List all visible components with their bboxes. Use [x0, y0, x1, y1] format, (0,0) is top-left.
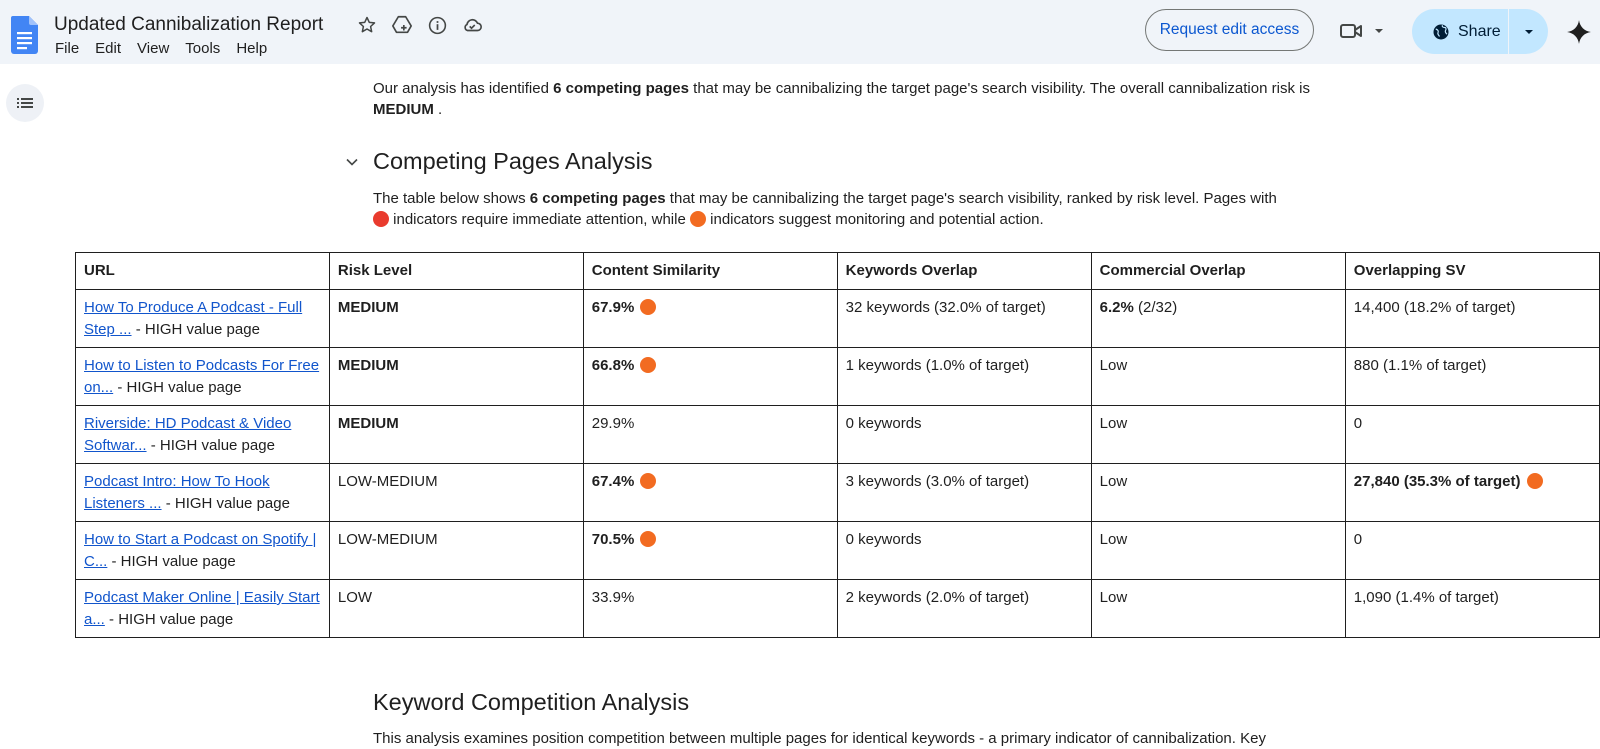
commercial-cell: Low [1091, 580, 1345, 638]
sv-cell [1345, 464, 1599, 522]
sv-value: 27,840 (35.3% of target) [1353, 473, 1521, 490]
page-link[interactable]: How to Start a Podcast on Spotify | C... [84, 531, 317, 570]
risk-cell: MEDIUM [329, 290, 583, 348]
keyword-competition-heading: Keyword Competition Analysis [373, 689, 690, 715]
orange-indicator-icon [640, 299, 656, 315]
keywords-cell: 3 keywords (3.0% of target) [837, 464, 1091, 522]
similarity-cell: 29.9% [583, 406, 837, 464]
move-to-drive-icon[interactable] [391, 14, 413, 36]
header-keywords-overlap: Keywords Overlap [837, 253, 1091, 290]
paragraph-text: The table below shows [373, 190, 530, 207]
commercial-percent: 6.2% [1099, 299, 1134, 316]
menu-view[interactable]: View [137, 40, 170, 57]
page-link[interactable]: Riverside: HD Podcast & Video Softwar... [84, 415, 292, 454]
document-title[interactable]: Updated Cannibalization Report [54, 14, 324, 35]
risk-cell: LOW [329, 580, 583, 638]
similarity-value: 67.4% [591, 473, 635, 490]
intro-text: . [433, 101, 443, 118]
keywords-cell: 32 keywords (32.0% of target) [837, 290, 1091, 348]
menu-help[interactable]: Help [236, 40, 268, 57]
similarity-value: 67.9% [591, 299, 635, 316]
commercial-value: (2/32) [1133, 299, 1178, 316]
meet-button[interactable] [1340, 18, 1390, 44]
url-cell [76, 348, 330, 406]
top-bar [0, 0, 1600, 64]
keywords-cell: 0 keywords [837, 522, 1091, 580]
competing-pages-heading: Competing Pages Analysis [373, 148, 653, 174]
orange-indicator-icon [640, 531, 656, 547]
red-indicator-icon [373, 211, 389, 227]
url-cell [76, 580, 330, 638]
sv-cell: 880 (1.1% of target) [1345, 348, 1599, 406]
value-label: - HIGH value page [131, 320, 260, 338]
menu-edit[interactable]: Edit [95, 40, 122, 57]
orange-indicator-icon [640, 473, 656, 489]
similarity-cell [583, 522, 837, 580]
page-link[interactable]: Podcast Intro: How To Hook Listeners ... [84, 473, 270, 512]
header-url: URL [76, 253, 330, 290]
sv-cell: 1,090 (1.4% of target) [1345, 580, 1599, 638]
header-risk-level: Risk Level [329, 253, 583, 290]
collapse-section-chevron-icon[interactable] [345, 155, 359, 169]
table-row [76, 580, 1600, 638]
header-overlapping-sv: Overlapping SV [1345, 253, 1599, 290]
sv-cell: 14,400 (18.2% of target) [1345, 290, 1599, 348]
value-label: - HIGH value page [146, 436, 275, 454]
commercial-cell: Low [1091, 348, 1345, 406]
risk-cell: MEDIUM [329, 406, 583, 464]
risk-cell: MEDIUM [329, 348, 583, 406]
table-row [76, 348, 1600, 406]
gemini-sparkle-icon[interactable] [1566, 19, 1592, 45]
commercial-cell: Low [1091, 522, 1345, 580]
value-label: - HIGH value page [104, 610, 234, 628]
menu-tools[interactable]: Tools [185, 40, 221, 57]
keywords-cell: 2 keywords (2.0% of target) [837, 580, 1091, 638]
chevron-down-icon [1522, 25, 1536, 39]
request-edit-access-button[interactable]: Request edit access [1145, 9, 1314, 51]
menu-file[interactable]: File [55, 40, 80, 57]
value-label: - HIGH value page [107, 552, 236, 570]
similarity-cell: 33.9% [583, 580, 837, 638]
keywords-cell: 1 keywords (1.0% of target) [837, 348, 1091, 406]
overall-risk: MEDIUM [373, 101, 434, 118]
share-dropdown-button[interactable] [1509, 9, 1548, 54]
commercial-cell: Low [1091, 464, 1345, 522]
share-button-group [1412, 9, 1548, 54]
commercial-cell [1091, 290, 1345, 348]
orange-indicator-icon [690, 211, 706, 227]
chevron-down-icon [1372, 24, 1386, 38]
similarity-cell [583, 290, 837, 348]
header-commercial-overlap: Commercial Overlap [1091, 253, 1345, 290]
cloud-saved-icon[interactable] [461, 14, 483, 36]
paragraph-text: indicators require immediate attention, while [389, 211, 690, 228]
commercial-cell: Low [1091, 406, 1345, 464]
orange-indicator-icon [640, 357, 656, 373]
table-row [76, 522, 1600, 580]
keyword-competition-paragraph: This analysis examines position competition between multiple pages for identical keywords - a primary indicator of cannibalization. Key [373, 730, 1266, 747]
video-camera-icon [1340, 21, 1364, 41]
google-docs-logo-icon[interactable] [11, 16, 38, 54]
url-cell [76, 522, 330, 580]
sv-cell: 0 [1345, 406, 1599, 464]
sv-cell: 0 [1345, 522, 1599, 580]
list-icon [17, 96, 33, 110]
intro-paragraph [373, 78, 1353, 120]
paragraph-count: 6 competing pages [529, 190, 666, 207]
document-outline-button[interactable] [6, 84, 44, 122]
url-cell [76, 290, 330, 348]
page-link[interactable]: Podcast Maker Online | Easily Start a... [84, 589, 320, 628]
value-label: - HIGH value page [113, 378, 242, 396]
intro-count: 6 competing pages [553, 80, 689, 97]
page-link[interactable]: How To Produce A Podcast - Full Step ... [84, 299, 303, 338]
page-link[interactable]: How to Listen to Podcasts For Free on... [84, 357, 320, 396]
similarity-cell [583, 464, 837, 522]
value-label: - HIGH value page [161, 494, 290, 512]
menu-bar [55, 40, 283, 57]
similarity-cell [583, 348, 837, 406]
globe-icon [1432, 23, 1450, 41]
competing-pages-table [75, 252, 1600, 638]
share-label: Share [1458, 22, 1501, 40]
table-row [76, 406, 1600, 464]
url-cell [76, 406, 330, 464]
star-icon[interactable] [356, 14, 378, 36]
url-cell [76, 464, 330, 522]
keywords-cell: 0 keywords [837, 406, 1091, 464]
paragraph-text: that may be cannibalizing the target page's search visibility, ranked by risk level. Pages with [665, 190, 1277, 207]
table-row [76, 290, 1600, 348]
risk-cell: LOW-MEDIUM [329, 522, 583, 580]
header-content-similarity: Content Similarity [583, 253, 837, 290]
similarity-value: 66.8% [591, 357, 635, 374]
intro-text: Our analysis has identified [373, 80, 554, 97]
table-row [76, 464, 1600, 522]
info-icon[interactable] [426, 14, 448, 36]
table-header-row [76, 253, 1600, 290]
similarity-value: 70.5% [591, 531, 635, 548]
risk-cell: LOW-MEDIUM [329, 464, 583, 522]
share-button[interactable] [1412, 9, 1508, 54]
intro-text: that may be cannibalizing the target page's search visibility. The overall cannibalization risk is [688, 80, 1310, 97]
orange-indicator-icon [1527, 473, 1543, 489]
competing-pages-paragraph [373, 188, 1353, 230]
paragraph-text: indicators suggest monitoring and potential action. [705, 211, 1044, 228]
